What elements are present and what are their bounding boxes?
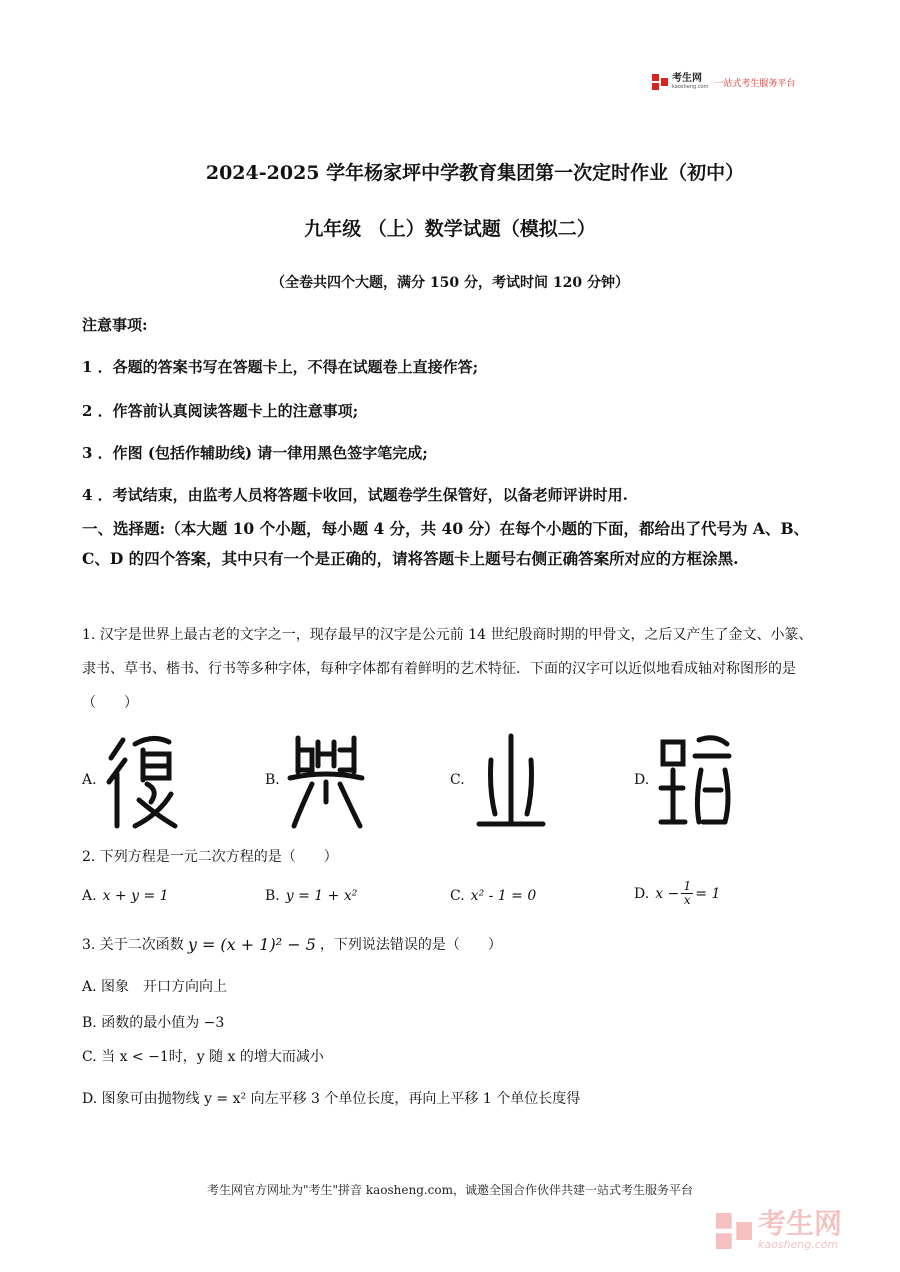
q3-option-d: D. 图象可由抛物线 y = x² 向左平移 3 个单位长度，再向上平移 1 个单位长度得: [82, 1091, 581, 1107]
option-label: C.: [450, 888, 465, 904]
notes-heading: 注意事项:: [82, 316, 148, 334]
question-3-function: y = (x + 1)² − 5: [187, 935, 316, 954]
q1-option-d: [634, 730, 735, 830]
header-brand: [652, 74, 795, 90]
seal-script-glyph-c-icon: [471, 730, 551, 830]
option-expression-suffix: = 1: [695, 885, 721, 902]
fraction-numerator: 1: [683, 879, 692, 893]
brand-domain: kaosheng.com: [672, 84, 709, 90]
seal-script-glyph-a-icon: [103, 730, 183, 830]
q1-option-b: [265, 730, 366, 830]
watermark-logo-icon: [716, 1211, 752, 1251]
exam-title-line1: 2024-2025 学年杨家坪中学教育集团第一次定时作业（初中）: [205, 162, 745, 184]
q2-option-b: [265, 888, 357, 904]
option-label: B.: [265, 888, 280, 904]
q2-option-c: [450, 888, 536, 904]
exam-title-line2: 九年级 （上）数学试题（模拟二）: [304, 218, 596, 240]
option-expression: x + y = 1: [102, 888, 169, 904]
watermark-text: [758, 1207, 843, 1251]
question-3-stem-prefix: 3. 关于二次函数: [82, 937, 184, 953]
brand-slogan: 一站式考生服务平台: [714, 78, 796, 89]
q3-option-c: C. 当 x < −1时，y 随 x 的增大而减小: [82, 1049, 324, 1065]
note-item: 2 ．作答前认真阅读答题卡上的注意事项;: [82, 402, 359, 420]
brand-text: [672, 74, 708, 90]
option-label: A.: [82, 772, 97, 788]
option-label: B.: [265, 772, 280, 788]
footer-watermark: [716, 1207, 843, 1251]
kaosheng-logo-icon: [652, 74, 668, 90]
q1-option-a: [82, 730, 183, 830]
option-label: A.: [82, 888, 97, 904]
option-expression: x² - 1 = 0: [470, 888, 537, 904]
option-expression: y = 1 + x²: [285, 888, 358, 904]
note-item: 1 ．各题的答案书写在答题卡上，不得在试题卷上直接作答;: [82, 358, 479, 376]
fraction: [681, 880, 693, 907]
exam-subtitle: （全卷共四个大题，满分 150 分，考试时间 120 分钟）: [271, 275, 629, 291]
note-item: 4 ．考试结束，由监考人员将答题卡收回，试题卷学生保管好，以备老师评讲时用.: [82, 486, 628, 504]
note-item: 3 ．作图 (包括作辅助线) 请一律用黑色签字笔完成;: [82, 444, 428, 462]
watermark-name: 考生网: [758, 1207, 843, 1240]
section-instructions: 一、选择题:（本大题 10 个小题，每小题 4 分，共 40 分）在每个小题的下面，都给出了代号为 A、B、C、D 的四个答案，其中只有一个是正确的，请将答题卡上题号右侧正确答案所对应的方框涂黑.: [82, 519, 810, 568]
question-3-stem: [82, 928, 822, 962]
option-label: D.: [634, 772, 650, 788]
option-label: D.: [634, 885, 650, 902]
option-label: C.: [450, 772, 465, 788]
footer-text: 考生网官方网址为"考生"拼音 kaosheng.com，诚邀全国合作伙伴共建一站式考生服务平台: [206, 1183, 694, 1197]
watermark-domain: kaosheng.com: [758, 1238, 839, 1251]
seal-script-glyph-b-icon: [286, 730, 366, 830]
option-expression-prefix: x −: [655, 885, 680, 902]
question-1-stem: 1. 汉字是世界上最古老的文字之一，现存最早的汉字是公元前 14 世纪殷商时期的甲骨文，之后又产生了金文、小篆、隶书、草书、楷书、行书等多种字体，每种字体都有着鲜明的艺术特征．下面的汉字可以近似地看成轴对称图形的是（ ）: [82, 627, 813, 711]
q3-option-a: A. 图象 开口方向向上: [82, 979, 228, 995]
q2-option-a: [82, 888, 169, 904]
question-3-stem-suffix: ，下列说法错误的是（ ）: [319, 937, 502, 953]
seal-script-glyph-d-icon: [655, 730, 735, 830]
question-2-stem: 2. 下列方程是一元二次方程的是（ ）: [82, 849, 338, 865]
fraction-denominator: x: [683, 893, 691, 907]
brand-name: 考生网: [672, 73, 702, 84]
q2-option-d: [634, 880, 720, 907]
q1-option-c: [450, 730, 551, 830]
q3-option-b: B. 函数的最小值为 −3: [82, 1015, 225, 1031]
